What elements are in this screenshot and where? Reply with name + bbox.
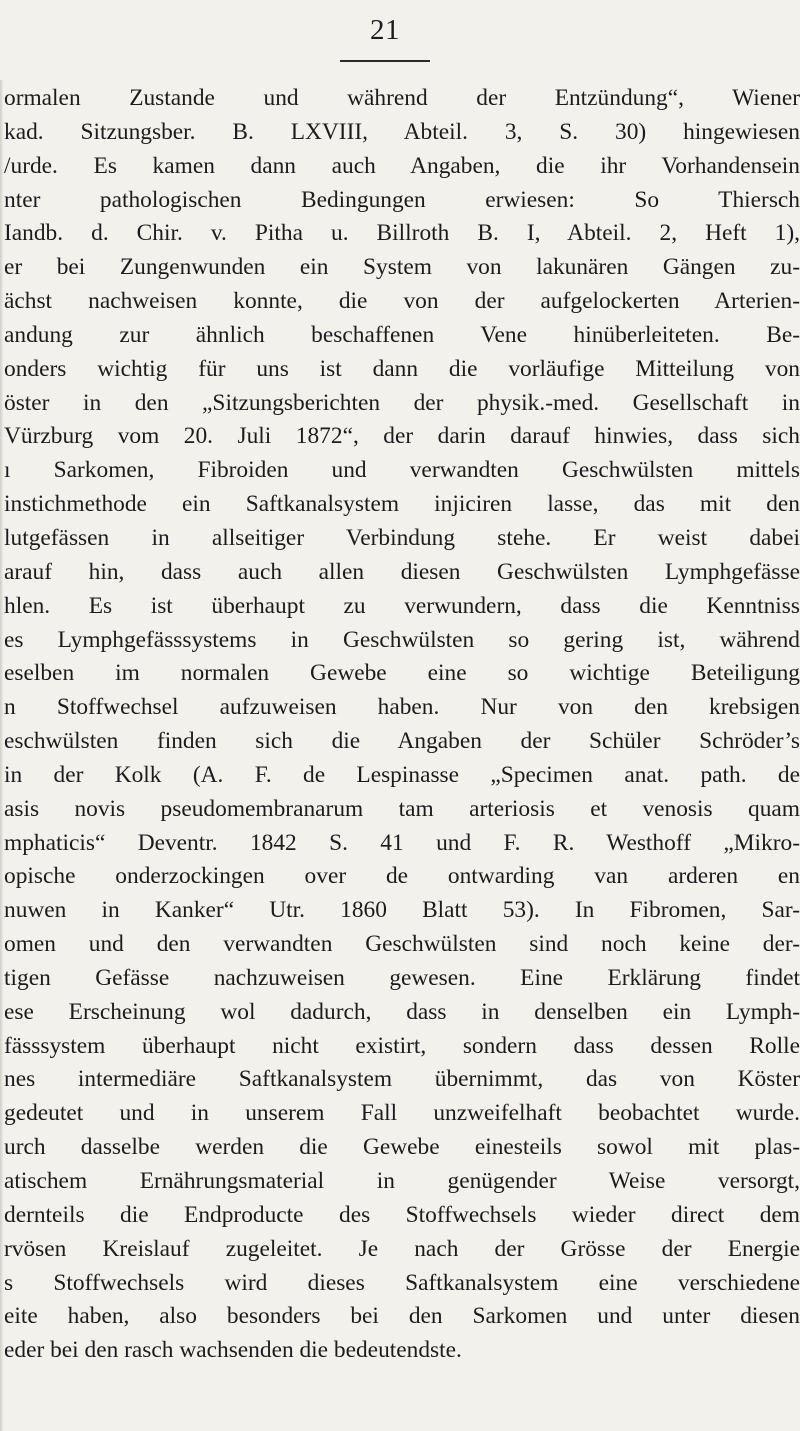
text-line: nes intermediäre Saftkanalsystem übernimmt, das von Köster	[4, 1066, 800, 1093]
text-line: es Lymphgefässsystems in Geschwülsten so gering ist, während	[4, 626, 800, 653]
text-line: atischem Ernährungsmaterial in genügender Weise versorgt,	[4, 1168, 800, 1194]
text-line: nter pathologischen Bedingungen erwiesen: So Thiersch	[4, 186, 800, 213]
text-line: dernteils die Endproducte des Stoffwechsels wieder direct dem	[4, 1201, 800, 1228]
text-line: urch dasselbe werden die Gewebe einesteils sowol mit plas-	[4, 1134, 800, 1161]
text-line: n Stoffwechsel aufzuweisen haben. Nur von den krebsigen	[4, 694, 800, 721]
text-line: rvösen Kreislauf zugeleitet. Je nach der Grösse der Energie	[4, 1235, 800, 1262]
text-line: lutgefässen in allseitiger Verbindung stehe. Er weist dabei	[4, 524, 800, 551]
text-line: arauf hin, dass auch allen diesen Geschwülsten Lymphgefässe	[4, 558, 800, 585]
page-number: 21	[370, 14, 400, 46]
body-text	[4, 82, 800, 1368]
text-line: omen und den verwandten Geschwülsten sind noch keine der-	[4, 931, 800, 958]
text-line: ese Erscheinung wol dadurch, dass in denselben ein Lymph-	[4, 998, 800, 1025]
text-line: kad. Sitzungsber. B. LXVIII, Abteil. 3, S. 30) hingewiesen	[4, 118, 800, 145]
text-line: onders wichtig für uns ist dann die vorläufige Mitteilung von	[4, 355, 800, 382]
page-number-rule	[340, 60, 430, 62]
text-line: öster in den „Sitzungsberichten der physik.-med. Gesellschaft in	[4, 389, 800, 416]
text-line: opische onderzockingen over de ontwarding van arderen en	[4, 863, 800, 890]
text-line: eder bei den rasch wachsenden die bedeutendste.	[4, 1337, 462, 1364]
text-line: eselben im normalen Gewebe eine so wichtige Beteiligung	[4, 660, 800, 687]
text-line: andung zur ähnlich beschaffenen Vene hinüberleiteten. Be-	[4, 321, 800, 348]
text-line: ormalen Zustande und während der Entzündung“, Wiener	[4, 85, 800, 111]
text-line: s Stoffwechsels wird dieses Saftkanalsystem eine verschiedene	[4, 1269, 800, 1296]
text-line: ı Sarkomen, Fibroiden und verwandten Geschwülsten mittels	[4, 457, 800, 484]
text-line: tigen Gefässe nachzuweisen gewesen. Eine Erklärung findet	[4, 964, 800, 991]
page-gutter-shadow	[0, 80, 3, 1431]
text-line: ächst nachweisen konnte, die von der aufgelockerten Arterien-	[4, 288, 800, 315]
text-line: /urde. Es kamen dann auch Angaben, die ihr Vorhandensein	[4, 152, 800, 179]
text-line: eite haben, also besonders bei den Sarkomen und unter diesen	[4, 1303, 800, 1330]
text-line: Vürzburg vom 20. Juli 1872“, der darin darauf hinwies, dass sich	[4, 423, 800, 450]
text-line: fässsystem überhaupt nicht existirt, sondern dass dessen Rolle	[4, 1032, 800, 1059]
text-line: in der Kolk (A. F. de Lespinasse „Specimen anat. path. de	[4, 761, 800, 788]
text-line: er bei Zungenwunden ein System von lakunären Gängen zu-	[4, 254, 800, 281]
text-line: nuwen in Kanker“ Utr. 1860 Blatt 53). In Fibromen, Sar-	[4, 897, 800, 924]
text-line: instichmethode ein Saftkanalsystem injiciren lasse, das mit den	[4, 491, 800, 518]
text-line: gedeutet und in unserem Fall unzweifelhaft beobachtet wurde.	[4, 1100, 800, 1127]
text-line: eschwülsten finden sich die Angaben der Schüler Schröder’s	[4, 728, 800, 755]
text-line: asis novis pseudomembranarum tam arteriosis et venosis quam	[4, 795, 800, 822]
text-line: Iandb. d. Chir. v. Pitha u. Billroth B. I, Abteil. 2, Heft 1),	[4, 220, 800, 247]
text-line: mphaticis“ Deventr. 1842 S. 41 und F. R. Westhoff „Mikro-	[4, 829, 800, 856]
text-line: hlen. Es ist überhaupt zu verwundern, dass die Kenntniss	[4, 592, 800, 619]
